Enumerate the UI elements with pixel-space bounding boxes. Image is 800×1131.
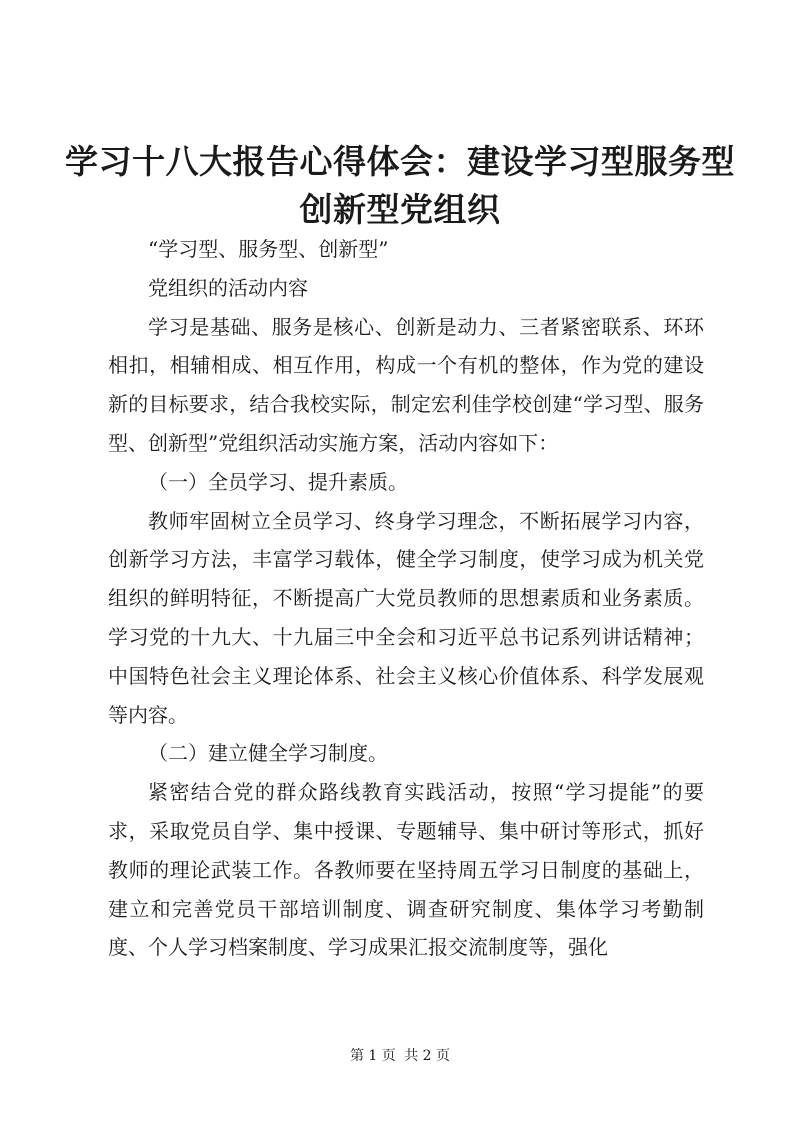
title-line-2: 创新型党组织	[299, 190, 501, 229]
paragraph-section-1: 教师牢固树立全员学习、终身学习理念，不断拓展学习内容，创新学习方法，丰富学习载体，健全学习制度，使学习成为机关党组织的鲜明特征，不断提高广大党员教师的思想素质和业务素质。学习党的十九大、十九届三中全会和习近平总书记系列讲话精神；中国特色社会主义理论体系、社会主义核心价值体系、科学发展观等内容。	[108, 508, 704, 727]
paragraph-section-2: 紧密结合党的群众路线教育实践活动，按照“学习提能”的要求，采取党员自学、集中授课、专题辅导、集中研讨等形式，抓好教师的理论武装工作。各教师要在坚持周五学习日制度的基础上，建立和完善党员干部培训制度、调查研究制度、集体学习考勤制度、个人学习档案制度、学习成果汇报交流制度等，强化	[108, 780, 704, 960]
page-total: 共 2 页	[404, 1048, 451, 1064]
page-footer	[0, 1046, 800, 1066]
section-heading-2: （二）建立健全学习制度。	[148, 741, 388, 766]
page-number: 第 1 页	[349, 1048, 396, 1064]
paragraph-subheading: 党组织的活动内容	[148, 275, 308, 300]
document-title	[60, 138, 740, 234]
document-body	[108, 230, 704, 967]
title-line-1: 学习十八大报告心得体会：建设学习型服务型	[65, 142, 735, 181]
paragraph-quote-heading: “学习型、服务型、创新型”	[148, 237, 389, 261]
paragraph-intro: 学习是基础、服务是核心、创新是动力、三者紧密联系、环环相扣，相辅相成、相互作用，构成一个有机的整体，作为党的建设新的目标要求，结合我校实际，制定宏利佳学校创建“学习型、服务型、创新型”党组织活动实施方案，活动内容如下：	[108, 314, 704, 455]
section-heading-1: （一）全员学习、提升素质。	[148, 469, 408, 494]
